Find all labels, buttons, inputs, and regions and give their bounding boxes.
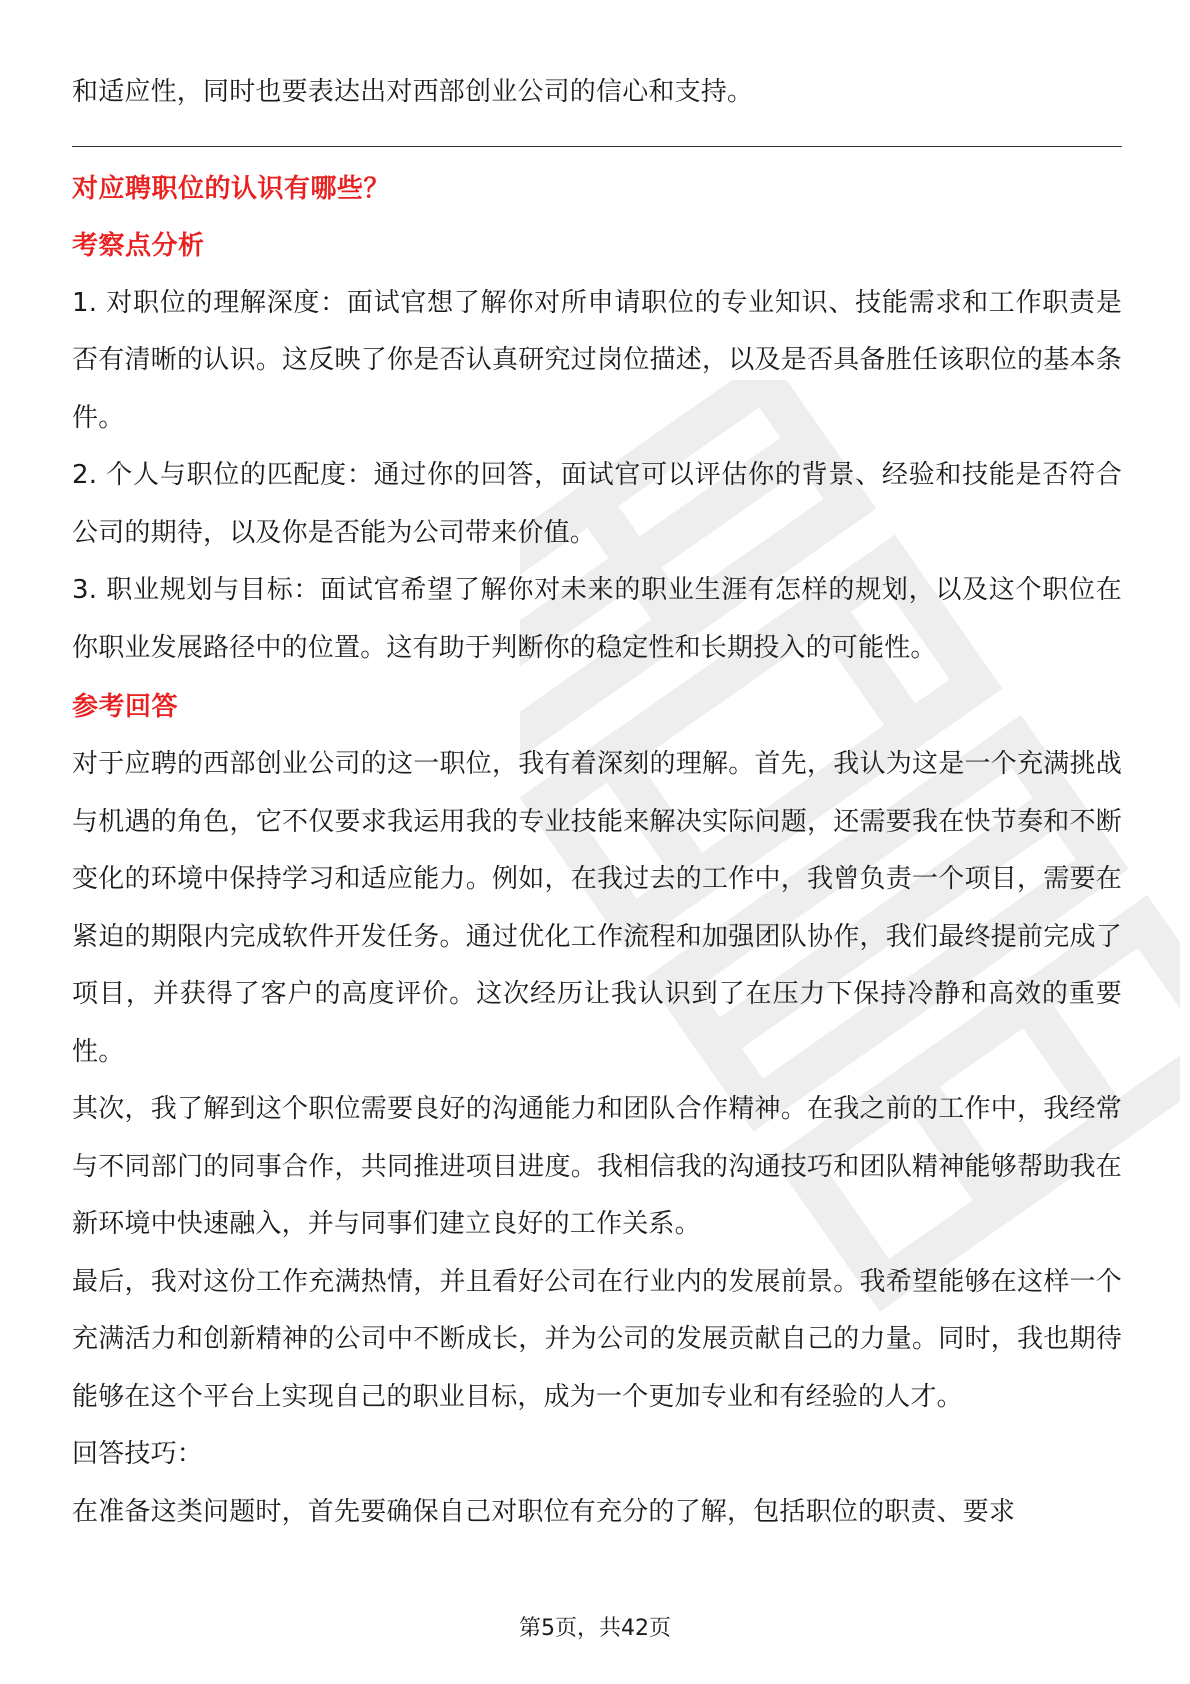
analysis-heading: 考察点分析 xyxy=(72,230,205,261)
page-content xyxy=(72,64,1122,1541)
analysis-item-3: 3. 职业规划与目标：面试官希望了解你对未来的职业生涯有怎样的规划，以及这个职位在你职业发展路径中的位置。这有助于判断你的稳定性和长期投入的可能性。 xyxy=(72,575,1122,663)
analysis-item-2: 2. 个人与职位的匹配度：通过你的回答，面试官可以评估你的背景、经验和技能是否符合公司的期待，以及你是否能为公司带来价值。 xyxy=(72,460,1122,548)
page-number-label: 第5页，共42页 xyxy=(519,1616,671,1641)
tips-text: 在准备这类问题时，首先要确保自己对职位有充分的了解，包括职位的职责、要求 xyxy=(72,1496,1016,1527)
intro-line: 和适应性，同时也要表达出对西部创业公司的信心和支持。 xyxy=(72,77,754,107)
reference-paragraph-2: 其次，我了解到这个职位需要良好的沟通能力和团队合作精神。在我之前的工作中，我经常与不同部门的同事合作，共同推进项目进度。我相信我的沟通技巧和团队精神能够帮助我在新环境中快速融入，并与同事们建立良好的工作关系。 xyxy=(72,1094,1122,1239)
page-footer xyxy=(0,1614,1190,1644)
tips-heading: 回答技巧： xyxy=(72,1439,204,1469)
question-heading: 对应聘职位的认识有哪些？ xyxy=(72,173,391,204)
reference-heading: 参考回答 xyxy=(72,692,179,722)
reference-paragraph-3: 最后，我对这份工作充满热情，并且看好公司在行业内的发展前景。我希望能够在这样一个充满活力和创新精神的公司中不断成长，并为公司的发展贡献自己的力量。同时，我也期待能够在这个平台上实现自己的职业目标，成为一个更加专业和有经验的人才。 xyxy=(72,1266,1122,1412)
reference-paragraph-1: 对于应聘的西部创业公司的这一职位，我有着深刻的理解。首先，我认为这是一个充满挑战与机遇的角色，它不仅要求我运用我的专业技能来解决实际问题，还需要我在快节奏和不断变化的环境中保持学习和适应能力。例如，在我过去的工作中，我曾负责一个项目，需要在紧迫的期限内完成软件开发任务。通过优化工作流程和加强团队协作，我们最终提前完成了项目，并获得了客户的高度评价。这次经历让我认识到了在压力下保持冷静和高效的重要性。 xyxy=(72,749,1122,1067)
analysis-item-1: 1. 对职位的理解深度：面试官想了解你对所申请职位的专业知识、技能需求和工作职责是否有清晰的认识。这反映了你是否认真研究过岗位描述，以及是否具备胜任该职位的基本条件。 xyxy=(72,287,1122,433)
section-divider xyxy=(72,146,1122,147)
